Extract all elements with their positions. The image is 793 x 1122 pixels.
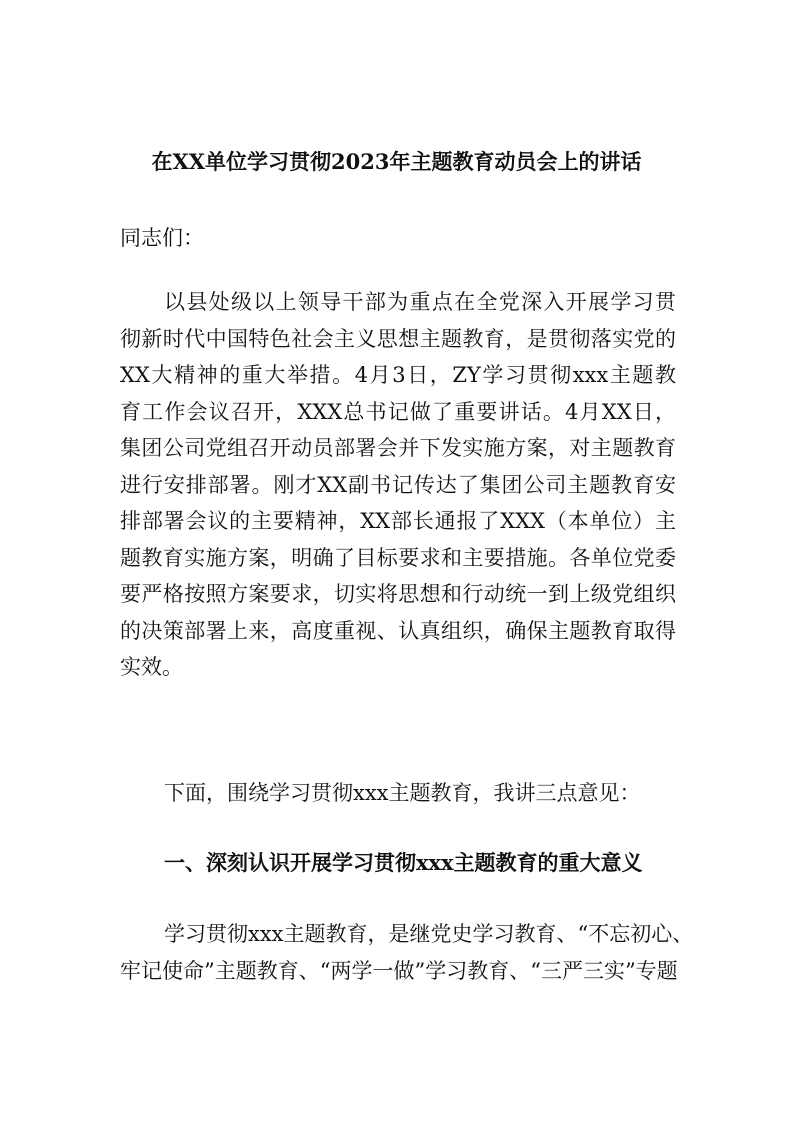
paragraph-line: 育工作会议召开，XXX总书记做了重要讲话。4月XX日， [120, 399, 676, 424]
paragraph-line: 牢记使命”主题教育、“两学一做”学习教育、“三严三实”专题 [120, 958, 678, 983]
paragraph-line: 要严格按照方案要求，切实将思想和行动统一到上级党组织 [120, 582, 676, 606]
paragraph-line: 的决策部署上来，高度重视、认真组织，确保主题教育取得 [120, 618, 676, 643]
paragraph-line: 进行安排部署。刚才XX副书记传达了集团公司主题教育安 [120, 472, 676, 497]
document-title: 在XX单位学习贯彻2023年主题教育动员会上的讲话 [151, 149, 642, 174]
paragraph-2 [120, 775, 676, 812]
section-heading-1: 一、深刻认识开展学习贯彻xxx主题教育的重大意义 [164, 850, 643, 875]
paragraph-line: 学习贯彻xxx主题教育，是继党史学习教育、“不忘初心、 [164, 922, 694, 946]
paragraph-line: 彻新时代中国特色社会主义思想主题教育，是贯彻落实党的 [120, 326, 676, 351]
paragraph-line: 排部署会议的主要精神，XX部长通报了XXX（本单位）主 [120, 509, 676, 533]
paragraph-line: 以县处级以上领导干部为重点在全党深入开展学习贯 [164, 290, 676, 314]
paragraph-1 [120, 284, 676, 686]
paragraph-line: XX大精神的重大举措。4月3日，ZY学习贯彻xxx主题教 [120, 363, 676, 387]
paragraph-line: 集团公司党组召开动员部署会并下发实施方案，对主题教育 [120, 436, 676, 460]
paragraph-line: 下面，围绕学习贯彻xxx主题教育，我讲三点意见： [164, 781, 641, 805]
paragraph-line: 题教育实施方案，明确了目标要求和主要措施。各单位党委 [120, 545, 676, 570]
paragraph-3 [120, 916, 694, 989]
paragraph-line: 实效。 [120, 655, 183, 679]
greeting: 同志们： [120, 226, 204, 250]
